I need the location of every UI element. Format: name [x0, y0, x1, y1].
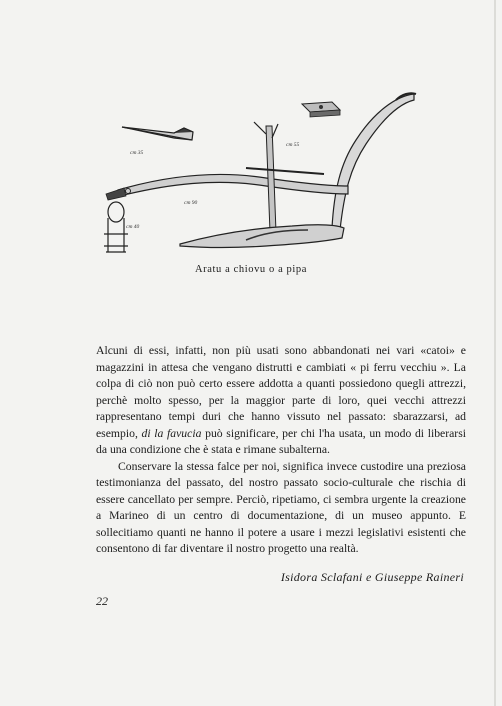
wedge-detail [122, 127, 193, 140]
plough-handle [332, 94, 414, 230]
paragraph-2: Conservare la stessa falce per noi, significa invece custodire una preziosa testimonianza del passato, del nostro passato socio-culturale che rischia di essere cancellato per sempre. Perciò, ripetiamo, ci sembra urgente la creazione a Marineo di un centro di documentazione, di un museo appunto. E sollecitiamo quanti ne hanno il potere a usare i mezzi legislativi esistenti che consentono di far diventare il nostro progetto una realtà. [96, 459, 466, 555]
article-body [96, 343, 466, 558]
label-cm35: cm 35 [130, 150, 144, 156]
paragraph-1-start: Alcuni di essi, infatti, non più usati sono abbandonati nei vari «catoi» e magazzini in attesa che vengano distrutti e cambiati « pi ferru vecchiu ». La colpa di ciò non può certo essere addotta a quanti possiedono quegli attrezzi, perchè molto spesso, per la maggior parte di loro, quei vecchi attrezzi rappresentano tempi duri che hanno vissuto nel passato: sbarazzarsi, ad esempio, [96, 344, 466, 440]
italic-term: di la favucia [141, 426, 202, 440]
figure-caption: Aratu a chiovu o a pipa [194, 264, 308, 275]
plough-beam [118, 174, 348, 196]
plough-pole [266, 126, 276, 232]
label-cm90: cm 90 [184, 200, 198, 206]
plough-illustration [96, 82, 436, 257]
plough-share [180, 225, 344, 248]
author-signature: Isidora Sclafani e Giuseppe Raineri [280, 570, 464, 584]
paragraph-1 [96, 343, 466, 459]
scan-edge [494, 0, 496, 706]
page-number: 22 [96, 594, 108, 608]
front-view-detail [104, 202, 128, 252]
block-detail [302, 102, 340, 117]
plough-drawing [96, 82, 436, 257]
label-cm40: cm 40 [126, 224, 140, 230]
label-cm55: cm 55 [286, 142, 300, 148]
paragraph-1-end: può significare, per chi l'ha usata, un modo di liberarsi da una condizione che è stata e rimane subalterna. [96, 426, 466, 456]
